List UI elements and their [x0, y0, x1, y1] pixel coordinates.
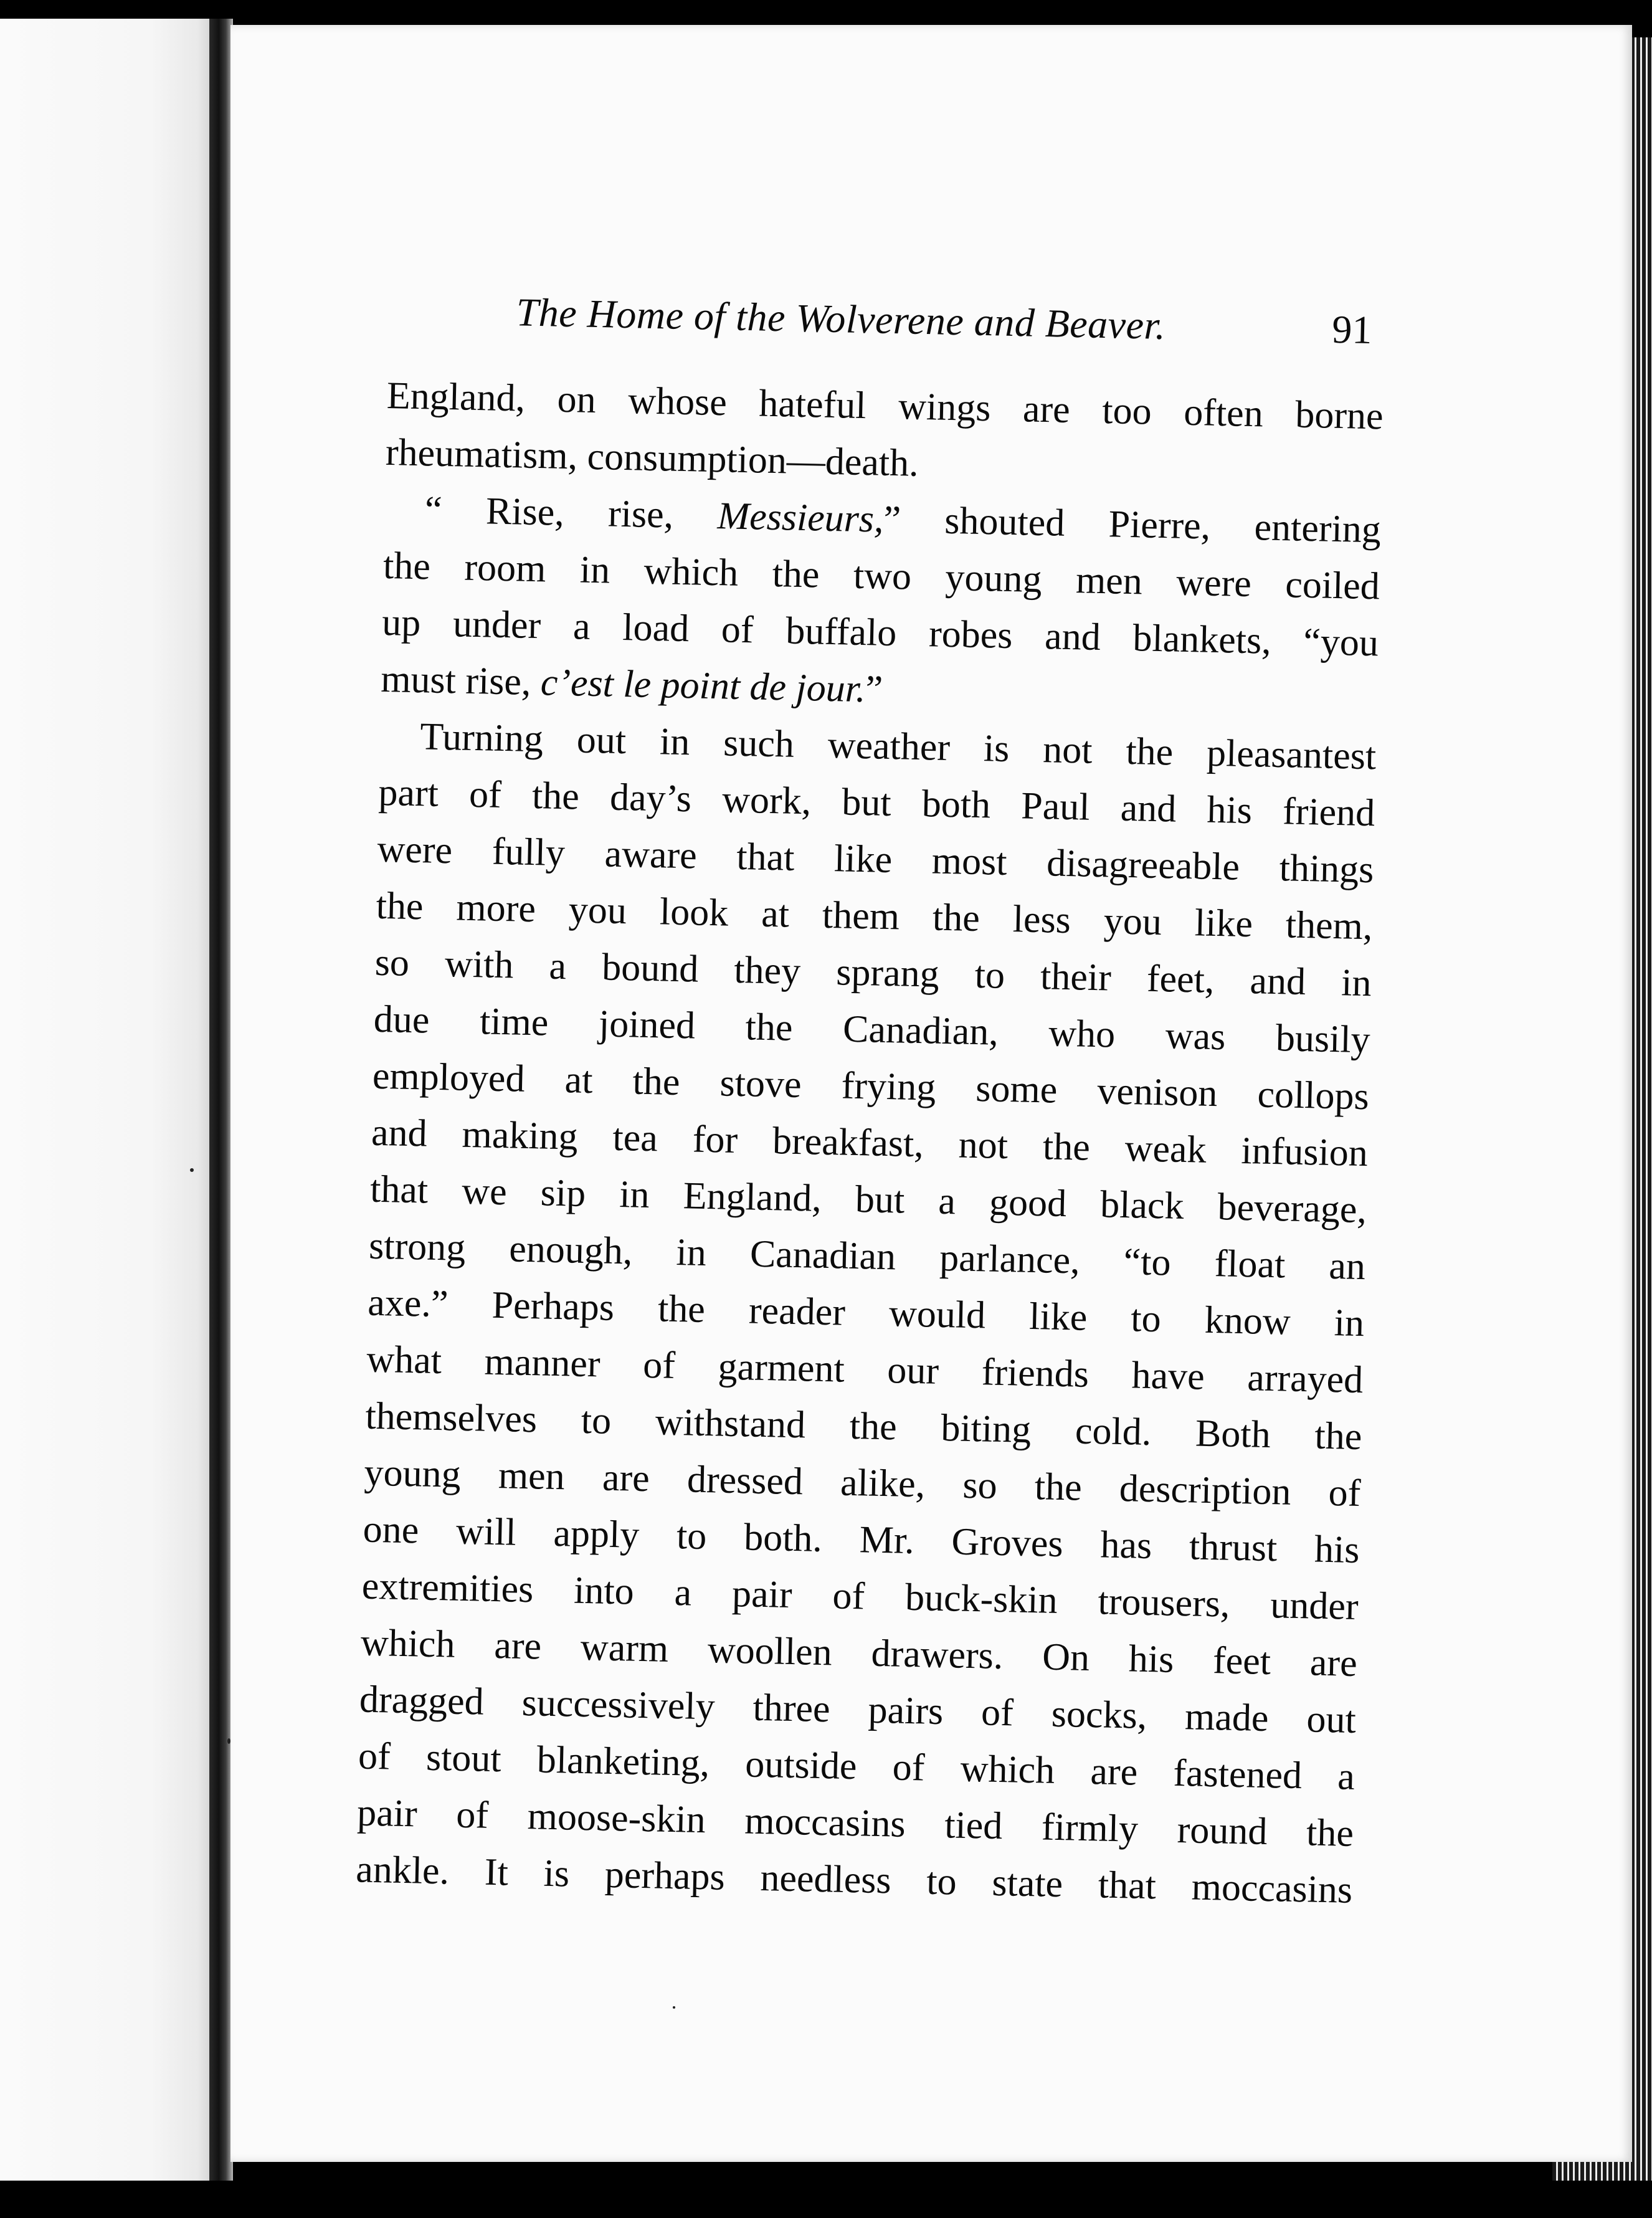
text-line: which are warm woollen drawers. On his feet are	[360, 1621, 1358, 1685]
text-line: young men are dressed alike, so the description of	[363, 1451, 1362, 1515]
text-line: up under a load of buffalo robes and blankets, “you	[381, 601, 1379, 665]
text-line: were fully aware that like most disagreeable things	[376, 827, 1375, 892]
text-line: strong enough, in Canadian parlance, “to float an	[368, 1224, 1366, 1288]
scan-speck	[227, 1738, 230, 1744]
text-line: axe.” Perhaps the reader would like to know in	[367, 1281, 1365, 1345]
text-line: extremities into a pair of buck-skin trousers, under	[361, 1564, 1359, 1629]
text-line: of stout blanketing, outside of which are fastened a	[358, 1735, 1355, 1798]
text-line: that we sip in England, but a good black beverage,	[369, 1168, 1367, 1232]
page-text	[355, 274, 1385, 1919]
scan-speck	[673, 2006, 675, 2009]
text-line: themselves to withstand the biting cold. Both the	[364, 1394, 1362, 1459]
text-line: employed at the stove frying some venison collops	[372, 1054, 1370, 1118]
book-gutter	[209, 19, 233, 2181]
text-line: Turning out in such weather is not the pleasantest	[419, 715, 1377, 778]
text-line: pair of moose-skin moccasins tied firmly round the	[356, 1791, 1354, 1855]
text-line: the more you look at them the less you like them,	[376, 884, 1374, 948]
line-segment: must rise,	[380, 657, 541, 704]
text-line: and making tea for breakfast, not the weak infusion	[371, 1111, 1369, 1175]
book-page	[230, 25, 1632, 2162]
text-line: rheumatism, consumption—death.	[385, 431, 919, 485]
text-line: the room in which the two young men were coiled	[382, 544, 1380, 608]
text-line: what manner of garment our friends have arrayed	[366, 1338, 1364, 1402]
scan-speck	[190, 1168, 194, 1172]
facing-page-edge	[0, 19, 217, 2181]
italic-segment: c’est le point de jour.	[540, 661, 866, 711]
text-line: England, on whose hateful wings are too often borne	[386, 374, 1384, 438]
text-line: so with a bound they sprang to their feet, and in	[374, 941, 1372, 1005]
italic-segment: Messieurs,	[716, 495, 885, 541]
page-number: 91	[1331, 307, 1373, 353]
line-segment: ” shouted Pierre, entering	[883, 498, 1382, 551]
line-segment: “ Rise, rise,	[424, 488, 718, 538]
line-segment: ”	[865, 668, 883, 711]
text-line: part of the day’s work, but both Paul and his friend	[377, 771, 1375, 835]
text-line: one will apply to both. Mr. Groves has thrust his	[363, 1508, 1360, 1572]
text-line: dragged successively three pairs of socks, made out	[359, 1678, 1357, 1741]
text-line: due time joined the Canadian, who was busily	[373, 997, 1371, 1062]
text-line: ankle. It is perhaps needless to state that moccasins	[355, 1848, 1353, 1911]
running-title: The Home of the Wolverene and Beaver.	[516, 290, 1167, 348]
